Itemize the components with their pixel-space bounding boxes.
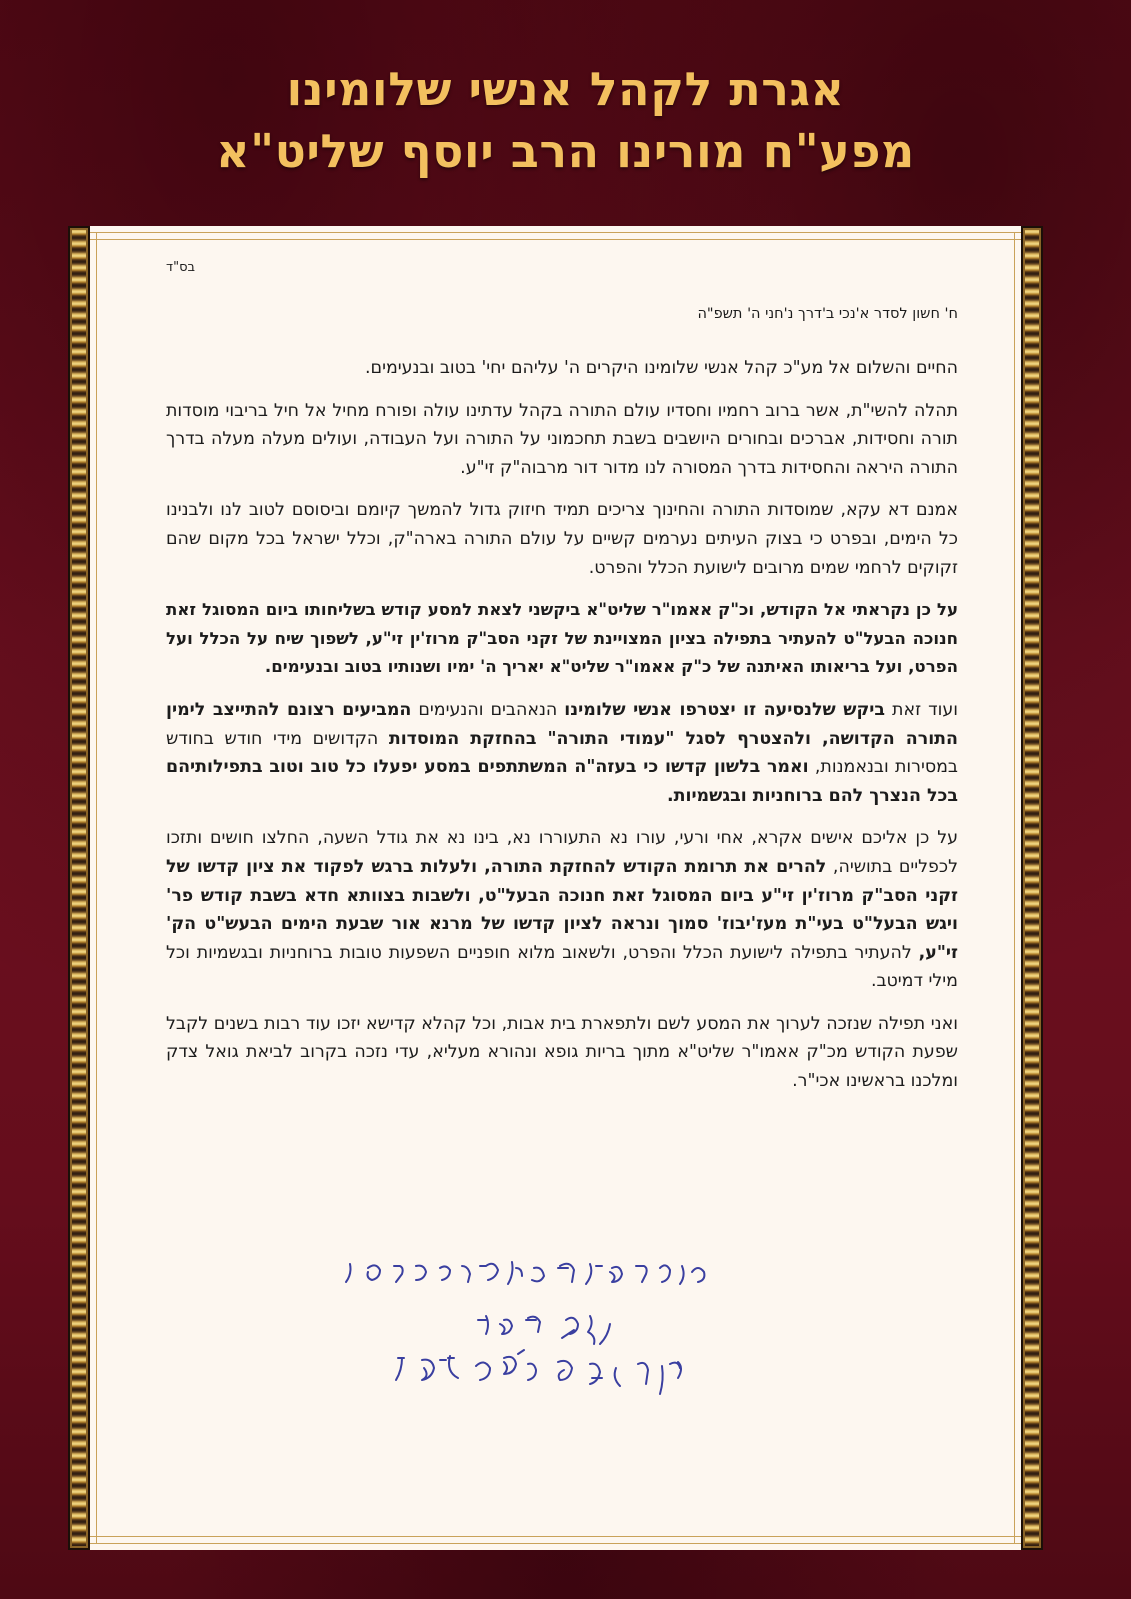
paragraph-invitation: [166, 696, 958, 810]
signature-scribble: [290, 1246, 730, 1446]
invitation-text-3: הקדושים מידי חודש בחודש במסירות ובנאמנות,: [166, 728, 958, 778]
bottom-rule: [90, 1536, 1021, 1544]
invitation-bold-2: המביעים רצונם להתייצב לימין התורה הקדושה, ולהצטרף לסגל "עמודי התורה" בהחזקת המוסדות: [166, 699, 958, 749]
paragraph-need: אמנם דא עקא, שמוסדות התורה והחינוך צריכים תמיד חיזוק גדול להמשך קיומם וביסוסם לטוב לנו ולבנינו כל הימים, ובפרט כי בצוק העיתים נערמים קשיים על עולם התורה בארה"ק, וכלל ישראל בכל מקום שהם זקוקים לרחמי שמים מרובים לישועת הכלל והפרט.: [166, 500, 958, 578]
invitation-text-2: הנאהבים והנעימים: [411, 699, 565, 720]
inner-rule-left: [96, 232, 97, 1544]
call-text-1: על כן אליכם אישים אקרא, אחי ורעי, עורו נא התעוררו נא, בינו נא את גודל השעה, החלצו חושים ותזכו לכפליים בתושיה,: [166, 828, 958, 877]
paragraph-closing: ואני תפילה שנזכה לערוך את המסע לשם ולתפארת בית אבות, וכל קהלא קדישא יזכו עוד רבות בשנים לקבל שפעת הקודש מכ"ק אאמו"ר שליט"א מתוך בריות גופא ונהורא מעליא, עדי נזכה בקרוב לביאת גואל צדק ומלכנו בראשינו אכי"ר.: [166, 1013, 958, 1092]
letter-body: [166, 256, 958, 1110]
paragraph-mission: על כן נקראתי אל הקודש, וכ"ק אאמו"ר שליט"א ביקשני לצאת למסע קודש בשליחותו ביום המסוגל זאת חנוכה הבעל"ט להעתיר בתפילה בציון המצויינת של זקני הסב"ק מרוז'ין זי"ע, לשפוך שיח על הכלל ועל הפרט, ועל בריאותו האיתנה של כ"ק אאמו"ר שליט"א יאריך ה' ימיו ושנותיו בטוב ובנעימים.: [166, 600, 958, 677]
invitation-bold-3: ואמר בלשון קדשו כי בעזה"ה המשתתפים במסע יפעלו כל טוב וטוב בתפילותיהם בכל הנצרך להם ברוחניות ובגשמיות.: [166, 757, 958, 806]
title-line-2: מפע"ח מורינו הרב יוסף שליט"א: [216, 124, 915, 178]
top-rule: [90, 232, 1021, 240]
paragraph-praise: תהלה להשי"ת, אשר ברוב רחמיו וחסדיו עולם התורה בקהל עדתינו עולה ופורח מחיל אל חיל בריבוי מוסדות תורה וחסידות, אברכים ובחורים היושבים בשבת תחכמוני על התורה ועל העבודה, ועולים מעלה מעלה בדרך התורה היראה והחסידות בדרך המסורה לנו מדור דור מרבוה"ק זי"ע.: [166, 400, 958, 478]
call-text-2: להעתיר בתפילה לישועת הכלל והפרט, ולשאוב מלוא חופניים השפעות טובות ברוחניות ובגשמיות וכל מילי דמיטב.: [166, 942, 958, 992]
inner-rule-right: [1014, 232, 1015, 1544]
letter-frame: [68, 226, 1043, 1550]
invitation-text-1: ועוד זאת: [885, 699, 958, 720]
letter-date: ח' חשון לסדר א'נכי ב'דרך נ'חני ה' תשפ"ה: [697, 306, 958, 322]
title-block: [0, 58, 1131, 182]
paragraph-greeting: החיים והשלום אל מע"כ קהל אנשי שלומינו היקרים ה' עליהם יחי' בטוב ובנעימים.: [365, 358, 958, 378]
paragraph-call: [166, 824, 958, 996]
letter-paper: [90, 226, 1021, 1550]
call-bold: להרים את תרומת הקודש להחזקת התורה, ולעלות ברגש לפקוד את ציון קדשו של זקני הסב"ק מרוז'ין זי"ע ביום המסוגל זאת חנוכה הבעל"ט, ולשבות בצוותא חדא בשבת קודש פר' ויגש הבעל"ט בעי"ת מעז'יבוז' סמוך ונראה לציון קדשו של מרנא אור שבעת הימים הבעש"ט הק' זי"ע,: [166, 856, 958, 963]
invitation-bold-1: ביקש שלנסיעה זו יצטרפו אנשי שלומינו: [564, 699, 885, 720]
bsd-row: [166, 256, 958, 278]
bsd-mark: בס"ד: [166, 260, 196, 275]
handwritten-signature: [290, 1246, 730, 1446]
ornamental-border-right: [1021, 226, 1043, 1550]
title-line-1: אגרת לקהל אנשי שלומינו: [286, 62, 845, 116]
ornamental-border-left: [68, 226, 90, 1550]
